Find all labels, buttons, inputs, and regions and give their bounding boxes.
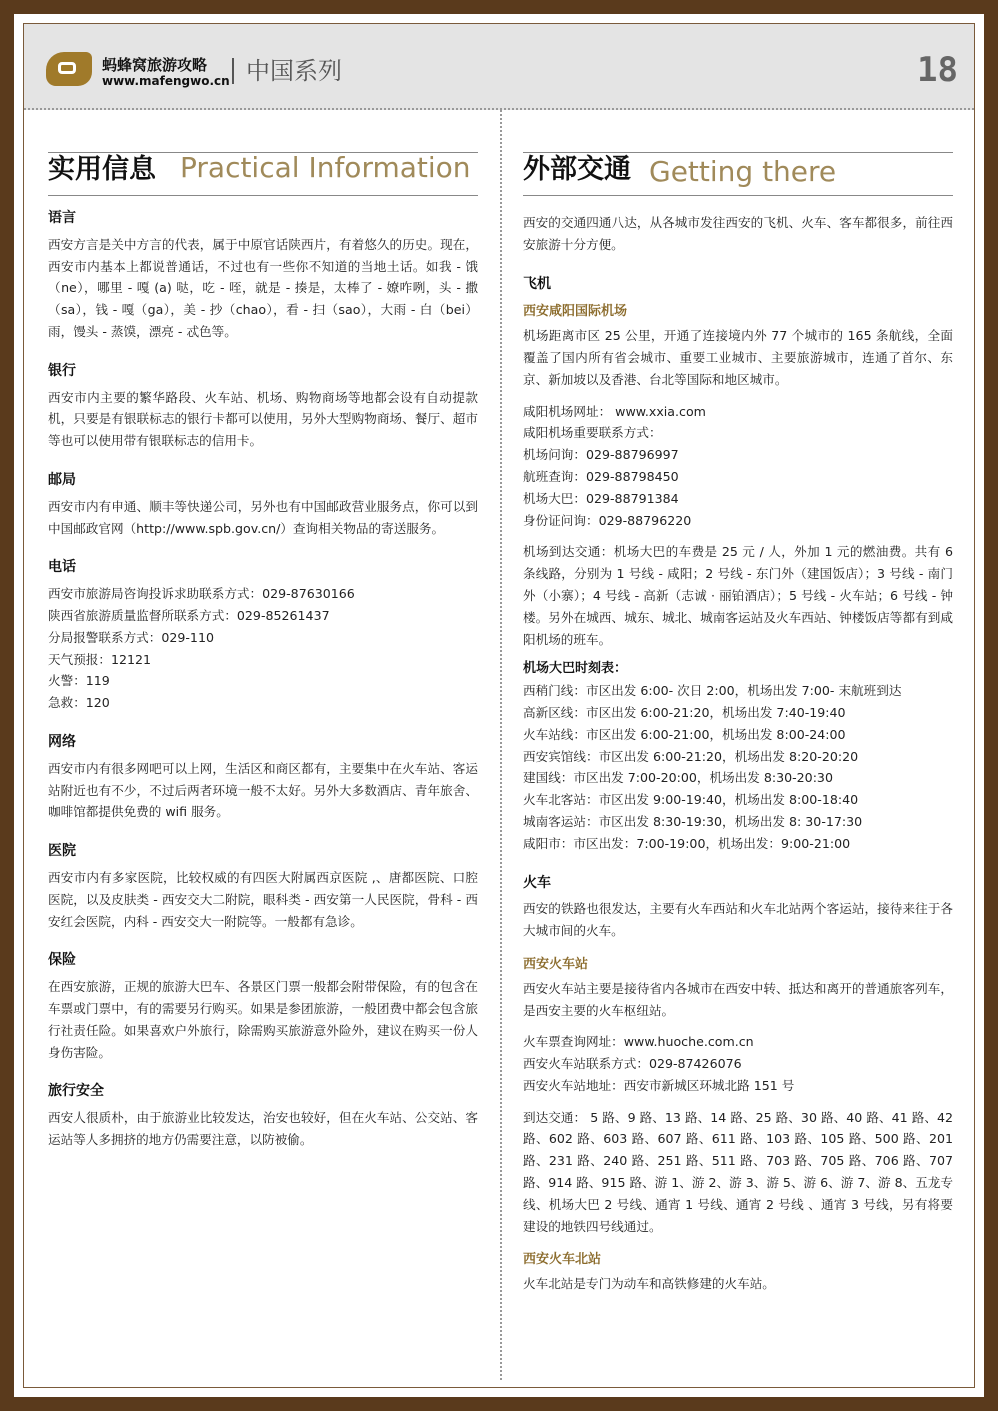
title-en: Getting there [649, 155, 837, 188]
practical-info-column [48, 152, 478, 1151]
schedule-line: 高新区线：市区出发 6:00-21:20，机场出发 7:40-19:40 [523, 704, 846, 720]
heading-network: 网络 [48, 733, 76, 750]
section-title-practical [48, 152, 478, 196]
text-network: 西安市内有很多网吧可以上网，生活区和商区都有，主要集中在火车站、客运站附近也有不少，不过后两者环境一般不太好。另外大多数酒店、青年旅舍、咖啡馆都提供免费的 wifi 服务。 [48, 760, 478, 820]
contact-line: 咸阳机场网址： www.xxia.com [523, 403, 706, 419]
text-train: 西安的铁路也很发达，主要有火车西站和火车北站两个客运站，接待来往于各大城市间的火车。 [523, 901, 953, 939]
station-info-line: 西安火车站联系方式：029-87426076 [523, 1056, 742, 1072]
schedule-line: 咸阳市：市区出发：7:00-19:00，机场出发：9:00-21:00 [523, 835, 851, 851]
text-xian-station: 西安火车站主要是接待省内各城市在西安中转、抵达和离开的普通旅客列车，是西安主要的火车枢纽站。 [523, 980, 953, 1018]
station-info-line: 火车票查询网址：www.huoche.com.cn [523, 1034, 754, 1050]
page-number: 18 [917, 50, 958, 90]
title-en: Practical Information [180, 151, 471, 184]
station-info-line: 西安火车站地址：西安市新城区环城北路 151 号 [523, 1077, 795, 1093]
schedule-line: 火车北客站：市区出发 9:00-19:40，机场出发 8:00-18:40 [523, 792, 859, 808]
contact-line: 身份证问询：029-88796220 [523, 512, 692, 528]
text-language: 西安方言是关中方言的代表，属于中原官话陕西片，有着悠久的历史。现在，西安市内基本上都说普通话，不过也有一些你不知道的当地土话。如我 - 饿（ne），哪里 - 嘎 (a) 哒，吃 - 咥，就是 - 揍是，太棒了 - 嫽咋咧，头 - 撒（sa），钱 - 嘎（ga），美 - 抄（chao），看 - 扫（sao），大雨 - 白（bei）雨，馒头 - 蒸馍，漂亮 - 忒色等。 [48, 236, 478, 339]
subheading-airport: 西安咸阳国际机场 [523, 304, 628, 320]
subheading-north-station: 西安火车北站 [523, 1252, 602, 1268]
heading-safety: 旅行安全 [48, 1083, 104, 1100]
phone-line: 分局报警联系方式：029-110 [48, 629, 214, 645]
heading-plane: 飞机 [523, 275, 551, 292]
column-divider [500, 110, 502, 1380]
brand-name: 蚂蜂窝旅游攻略 [102, 56, 208, 74]
title-zh: 实用信息 [48, 154, 156, 185]
phone-line: 陕西省旅游质量监督所联系方式：029-85261437 [48, 607, 330, 623]
title-zh: 外部交通 [523, 154, 631, 185]
contact-line: 航班查询：029-88798450 [523, 468, 679, 484]
phone-line: 急救：120 [48, 695, 110, 711]
page-frame [14, 14, 984, 1397]
heading-phone: 电话 [48, 559, 76, 576]
text-insurance: 在西安旅游，正规的旅游大巴车、各景区门票一般都会附带保险，有的包含在车票或门票中，有的需要另行购买。如果是参团旅游，一般团费中都会包含旅行社责任险。如果喜欢户外旅行，除需购买旅游意外险外，建议在购买一份人身伤害险。 [48, 979, 478, 1060]
schedule-line: 西稍门线：市区出发 6:00- 次日 2:00，机场出发 7:00- 末航班到达 [523, 683, 902, 699]
page-header [24, 24, 974, 110]
station-info [523, 1031, 953, 1096]
heading-language: 语言 [48, 210, 76, 226]
contact-line: 机场大巴：029-88791384 [523, 490, 679, 506]
schedule-line: 城南客运站：市区出发 8:30-19:30，机场出发 8: 30-17:30 [523, 813, 863, 829]
page [23, 23, 975, 1388]
contact-line: 咸阳机场重要联系方式： [523, 425, 662, 441]
text-post: 西安市内有申通、顺丰等快递公司，另外也有中国邮政营业服务点，你可以到中国邮政官网（http://www.spb.gov.cn/）查询相关物品的寄送服务。 [48, 498, 478, 536]
mafengwo-logo-icon [46, 52, 92, 86]
text-intro: 西安的交通四通八达，从各城市发往西安的飞机、火车、客车都很多，前往西安旅游十分方便。 [523, 215, 953, 252]
contact-line: 机场问询：029-88796997 [523, 447, 679, 463]
text-safety: 西安人很质朴，由于旅游业比较发达，治安也较好，但在火车站、公交站、客运站等人多拥挤的地方仍需要注意，以防被偷。 [48, 1110, 478, 1147]
text-north-station: 火车北站是专门为动车和高铁修建的火车站。 [523, 1276, 775, 1292]
bus-schedule [523, 680, 953, 854]
schedule-title: 机场大巴时刻表： [523, 661, 628, 677]
schedule-line: 西安宾馆线：市区出发 6:00-21:20，机场出发 8:20-20:20 [523, 748, 859, 764]
subheading-xian-station: 西安火车站 [523, 956, 589, 972]
text-bank: 西安市内主要的繁华路段、火车站、机场、购物商场等地都会设有自动提款机，只要是有银联标志的银行卡都可以使用，另外大型购物商场、餐厅、超市等也可以使用带有银联标志的信用卡。 [48, 389, 478, 449]
schedule-line: 火车站线：市区出发 6:00-21:00，机场出发 8:00-24:00 [523, 726, 846, 742]
phone-line: 火警：119 [48, 673, 110, 689]
getting-there-column [523, 152, 953, 1295]
heading-hospital: 医院 [48, 843, 76, 860]
text-airport: 机场距离市区 25 公里，开通了连接境内外 77 个城市的 165 条航线，全面覆盖了国内所有省会城市、重要工业城市、主要旅游城市，连通了首尔、东京、新加坡以及香港、台北等国际和地区城市。 [523, 328, 953, 387]
airport-contacts [523, 401, 953, 532]
text-hospital: 西安市内有多家医院，比较权威的有四医大附属西京医院 ,、唐都医院、口腔医院，以及皮肤类 - 西安交大二附院，眼科类 - 西安第一人民医院，骨科 - 西安红会医院，内科 - 西安交大一附院等。一般都有急诊。 [48, 869, 478, 929]
phone-line: 西安市旅游局咨询投诉求助联系方式：029-87630166 [48, 586, 355, 602]
section-title-getting-there [523, 152, 953, 196]
heading-bank: 银行 [48, 362, 76, 379]
schedule-line: 建国线：市区出发 7:00-20:00，机场出发 8:30-20:30 [523, 770, 833, 786]
heading-post: 邮局 [48, 471, 76, 488]
text-airport-arrival: 机场到达交通：机场大巴的车费是 25 元 / 人，外加 1 元的燃油费。共有 6 条线路，分别为 1 号线 - 咸阳；2 号线 - 东门外（建国饭店）；3 号线 - 南门外（小寨）；4 号线 - 高新（志诚 · 丽铂酒店）；5 号线 - 火车站；6 号线 - 钟楼。另外在城西、城东、城北、城南客运站及火车西站、钟楼饭店等都有到咸阳机场的班车。 [523, 544, 953, 647]
brand-url: www.mafengwo.cn [102, 74, 230, 88]
text-station-transport: 到达交通： 5 路、9 路、13 路、14 路、25 路、30 路、40 路、41 路、42 路、602 路、603 路、607 路、611 路、103 路、105 路、500 路、201 路、231 路、240 路、251 路、511 路、703 路、705 路、706 路、707 路、914 路、915 路、游 1、游 2、游 3、游 5、游 6、游 7、游 8、五龙专线、机场大巴 2 号线、通宵 1 号线、通宵 2 号线 、通宵 3 号线，另有将要建设的地铁四号线通过。 [523, 1109, 953, 1234]
heading-train: 火车 [523, 874, 551, 891]
phone-list [48, 583, 478, 714]
heading-insurance: 保险 [48, 952, 76, 969]
phone-line: 天气预报：12121 [48, 651, 152, 667]
series-title: 中国系列 [232, 58, 342, 84]
